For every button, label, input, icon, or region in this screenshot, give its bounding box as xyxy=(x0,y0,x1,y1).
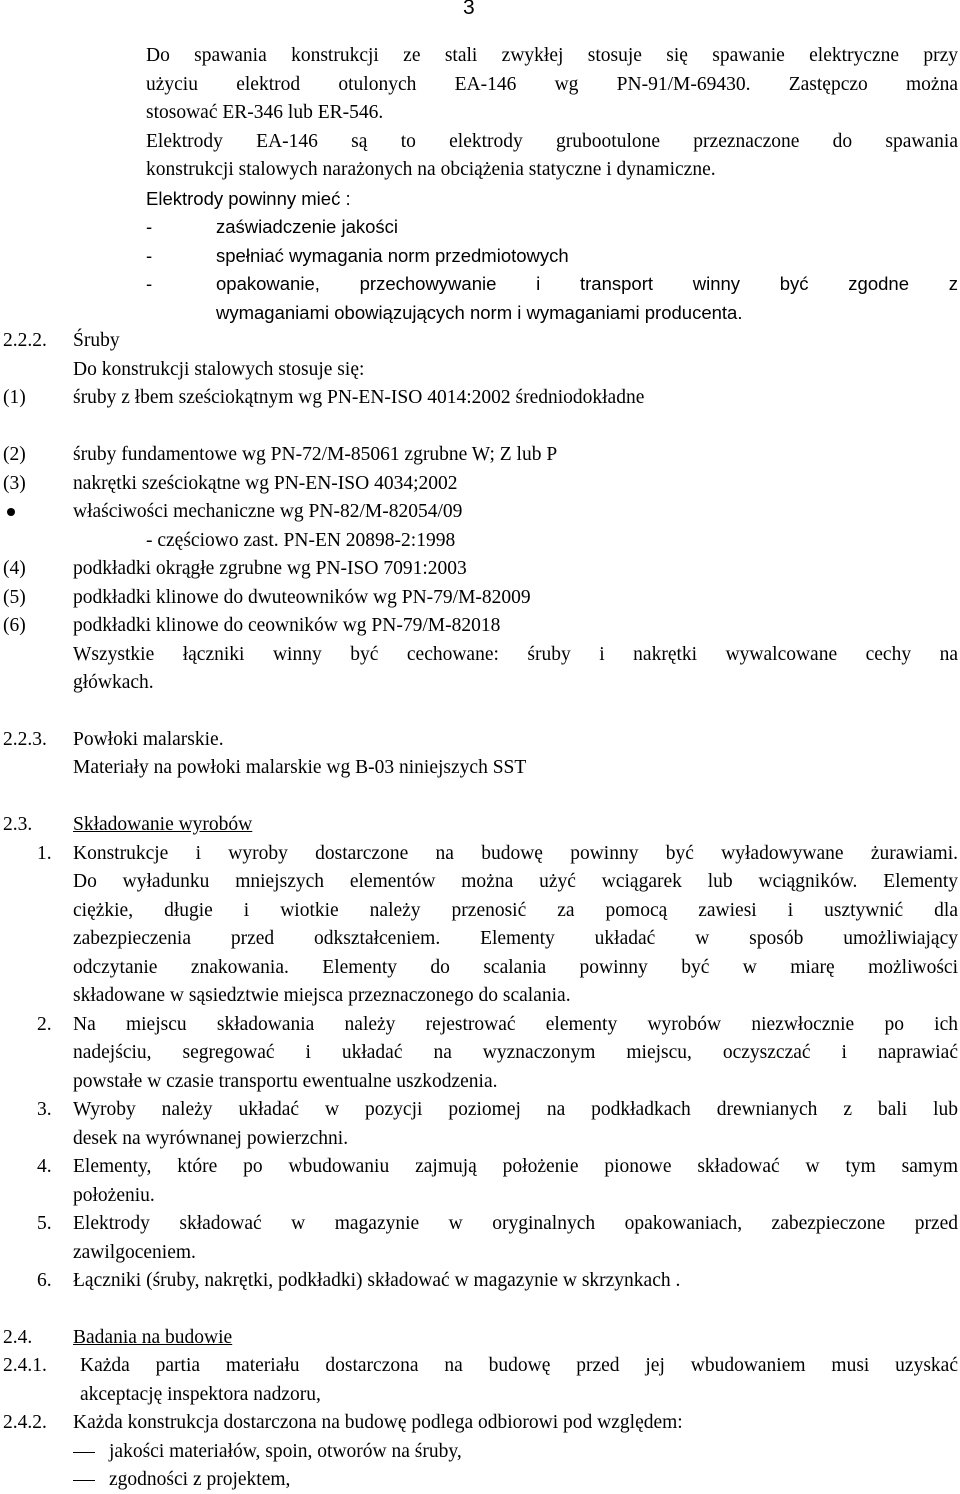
bullet-sub: - częściowo zast. PN-EN 20898-2:1998 xyxy=(146,530,456,551)
section-note: główkach. xyxy=(73,672,154,693)
numbered-item-line: desek na wyrównanej powierzchni. xyxy=(73,1128,349,1149)
dash-icon xyxy=(73,1480,95,1481)
intro-line: użyciu elektrod otulonych EA-146 wg PN-91/M-69430. Zastępczo można xyxy=(146,74,958,95)
requirement-item: - spełniać wymagania norm przedmiotowych xyxy=(146,245,569,266)
list-item: (5) podkładki klinowe do dwuteowników wg PN-79/M-82009 xyxy=(3,587,531,608)
numbered-item-line: nadejściu, segregować i układać na wyznaczonym miejscu, oczyszczać i naprawiać xyxy=(73,1042,958,1063)
list-item: (3) nakrętki sześciokątne wg PN-EN-ISO 4034;2002 xyxy=(3,473,458,494)
numbered-item: 6. Łączniki (śruby, nakrętki, podkładki) składować w magazynie w skrzynkach . xyxy=(37,1270,681,1291)
section-title: Składowanie wyrobów xyxy=(73,814,253,835)
numbered-item: 5. Elektrody składować w magazynie w oryginalnych opakowaniach, zabezpieczone przed xyxy=(37,1213,958,1234)
numbered-item-line: zabezpieczenia przed odkształceniem. Elementy układać w sposób umożliwiający xyxy=(73,928,958,949)
numbered-item-line: ciężkie, długie i wiotkie należy przenosić za pomocą zawiesi i usztywnić dla xyxy=(73,900,958,921)
requirement-item: - opakowanie, przechowywanie i transport winny być zgodne z xyxy=(146,273,958,294)
section-heading-222 xyxy=(0,327,960,355)
intro-line: konstrukcji stalowych narażonych na obciążenia statyczne i dynamiczne. xyxy=(146,159,716,180)
subsection-241-line: akceptację inspektora nadzoru, xyxy=(80,1384,321,1405)
subsection-241: 2.4.1. Każda partia materiału dostarczona na budowę przed jej wbudowaniem musi uzyskać xyxy=(3,1355,958,1376)
numbered-item: 4. Elementy, które po wbudowaniu zajmują położenie pionowe składować w tym samym xyxy=(37,1156,958,1177)
section-text: Materiały na powłoki malarskie wg B-03 niniejszych SST xyxy=(73,757,527,778)
section-number: 2.2.3. xyxy=(3,729,47,750)
list-item: (6) podkładki klinowe do ceowników wg PN-79/M-82018 xyxy=(3,615,501,636)
section-number: 2.4. xyxy=(3,1327,33,1348)
requirement-continuation: wymaganiami obowiązujących norm i wymaganiami producenta. xyxy=(216,302,743,323)
section-title: Śruby xyxy=(73,330,120,351)
numbered-item-line: Do wyładunku mniejszych elementów można użyć wciągarek lub wciągników. Elementy xyxy=(73,871,958,892)
numbered-item: 1. Konstrukcje i wyroby dostarczone na budowę powinny być wyładowywane żurawiami. xyxy=(37,843,958,864)
requirement-item: - zaświadczenie jakości xyxy=(146,216,399,237)
section-intro: Do konstrukcji stalowych stosuje się: xyxy=(73,359,365,380)
list-item: (2) śruby fundamentowe wg PN-72/M-85061 zgrubne W; Z lub P xyxy=(3,444,558,465)
section-number: 2.3. xyxy=(3,814,33,835)
section-heading-24 xyxy=(0,1324,960,1352)
intro-line: Do spawania konstrukcji ze stali zwykłej stosuje się spawanie elektryczne przy xyxy=(146,45,958,66)
section-heading-23 xyxy=(0,811,960,839)
dash-item: jakości materiałów, spoin, otworów na śruby, xyxy=(0,1438,960,1466)
section-note: Wszystkie łączniki winny być cechowane: śruby i nakrętki wywalcowane cechy na xyxy=(73,644,958,665)
list-item: (4) podkładki okrągłe zgrubne wg PN-ISO 7091:2003 xyxy=(3,558,467,579)
subsection-242: 2.4.2. Każda konstrukcja dostarczona na budowę podlega odbiorowi pod względem: xyxy=(3,1412,683,1433)
numbered-item-line: składowane w sąsiedztwie miejsca przeznaczonego do scalania. xyxy=(73,985,571,1006)
numbered-item-line: odczytanie znakowania. Elementy do scalania powinny być w miarę możliwości xyxy=(73,957,958,978)
bullet-icon xyxy=(7,508,15,516)
bullet-item: właściwości mechaniczne wg PN-82/M-82054/09 xyxy=(0,498,960,526)
page-number: 3 xyxy=(463,0,475,19)
intro-line: Elektrody EA-146 są to elektrody grubootulone przeznaczone do spawania xyxy=(146,131,958,152)
dash-item: zgodności z projektem, xyxy=(0,1466,960,1494)
numbered-item-line: powstałe w czasie transportu ewentualne uszkodzenia. xyxy=(73,1071,498,1092)
numbered-item-line: położeniu. xyxy=(73,1185,155,1206)
section-title: Powłoki malarskie. xyxy=(73,729,224,750)
numbered-item-line: zawilgoceniem. xyxy=(73,1242,196,1263)
section-heading-223 xyxy=(0,726,960,754)
dash-icon xyxy=(73,1452,95,1453)
list-item: (1) śruby z łbem sześciokątnym wg PN-EN-ISO 4014:2002 średniodokładne xyxy=(3,387,645,408)
numbered-item: 2. Na miejscu składowania należy rejestrować elementy wyrobów niezwłocznie po ich xyxy=(37,1014,958,1035)
numbered-item: 3. Wyroby należy układać w pozycji poziomej na podkładkach drewnianych z bali lub xyxy=(37,1099,958,1120)
section-title: Badania na budowie xyxy=(73,1327,233,1348)
intro-line: stosować ER-346 lub ER-546. xyxy=(146,102,384,123)
section-number: 2.2.2. xyxy=(3,330,47,351)
requirements-heading: Elektrody powinny mieć : xyxy=(146,188,351,209)
